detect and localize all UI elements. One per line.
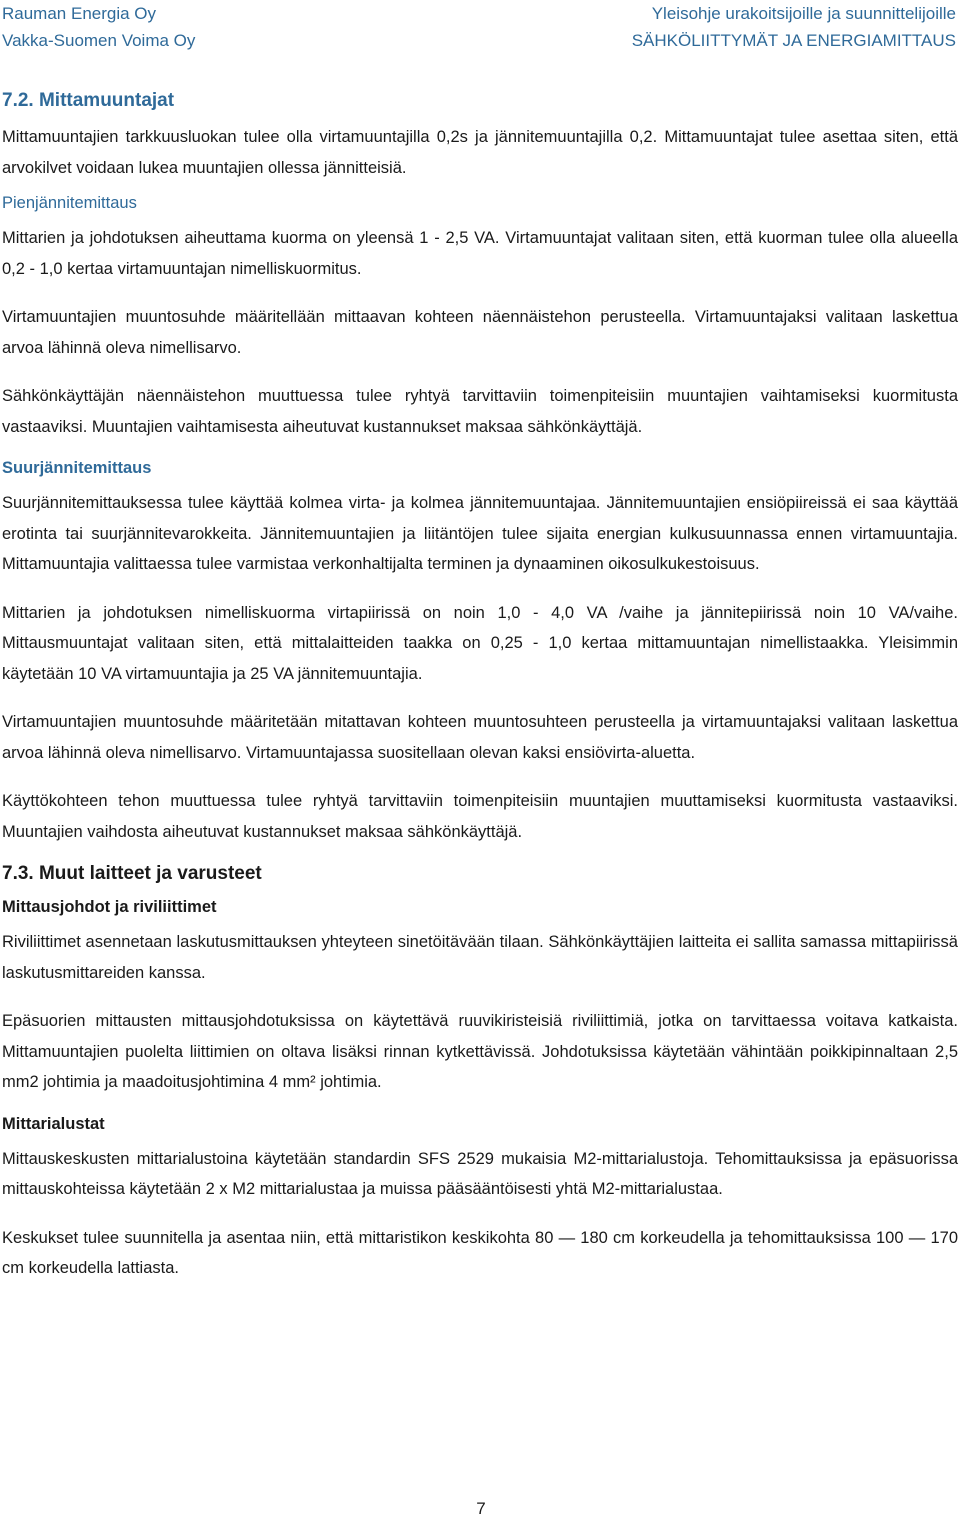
low-voltage-paragraph-2: Virtamuuntajien muuntosuhde määritellään mittaavan kohteen näennäistehon perusteella. Virtamuuntajaksi valitaan laskettua arvoa lähinnä oleva nimellisarvo. — [2, 308, 958, 357]
high-voltage-paragraph-2: Mittarien ja johdotuksen nimelliskuorma virtapiirissä on noin 1,0 - 4,0 VA /vaihe ja jännitepiirissä noin 10 VA/vaihe. Mittausmuuntajat valitaan siten, että mittalaitteiden taakka on 0,25 - 1,0 kertaa mittamuuntajan nimellistaakka. Yleisimmin käytetään 10 VA virtamuuntajia ja 25 VA jännitemuuntajia. — [2, 603, 958, 683]
low-voltage-paragraph-3: Sähkönkäyttäjän näennäistehon muuttuessa tulee ryhtyä tarvittaviin toimenpiteisiin muuntajien vaihtamiseksi kuormitusta vastaaviksi. Muuntajien vaihtamisesta aiheutuvat kustannukset maksaa sähkönkäyttäjä. — [2, 387, 958, 436]
meter-bases-heading: Mittarialustat — [2, 1114, 105, 1133]
section-7-2-heading: 7.2. Mittamuuntajat — [2, 90, 175, 111]
header-document-title — [632, 0, 956, 54]
section-7-2-intro: Mittamuuntajien tarkkuusluokan tulee olla virtamuuntajilla 0,2s ja jännitemuuntajilla 0,2. Mittamuuntajat tulee asettaa siten, että arvokilvet voidaan lukea muuntajien ollessa jännitteisiä. — [2, 128, 958, 177]
header-company-1: Rauman Energia Oy — [2, 4, 157, 23]
header-doc-title-1: Yleisohje urakoitsijoille ja suunnittelijoille — [651, 4, 956, 23]
page-number: 7 — [476, 1499, 486, 1518]
wiring-paragraph-2: Epäsuorien mittausten mittausjohdotuksissa on käytettävä ruuvikiristeisiä riviliittimiä, jotka on tarvittaessa voitava katkaista. Mittamuuntajien puolelta liittimien on oltava lisäksi rinnan kytkettävissä. Johdotuksissa käytetään vähintään poikkipinnaltaan 2,5 mm2 johtimia ja maadoitusjohtimina 4 mm² johtimia. — [2, 1012, 958, 1091]
meter-bases-paragraph-2: Keskukset tulee suunnitella ja asentaa niin, että mittaristikon keskikohta 80 — 180 cm korkeudella ja tehomittauksissa 100 — 170 cm korkeudella lattiasta. — [2, 1228, 958, 1277]
header-doc-title-2: SÄHKÖLIITTYMÄT JA ENERGIAMITTAUS — [631, 31, 956, 50]
low-voltage-paragraph-1: Mittarien ja johdotuksen aiheuttama kuorma on yleensä 1 - 2,5 VA. Virtamuuntajat valitaan siten, että kuorman tulee olla alueella 0,2 - 1,0 kertaa virtamuuntajan nimelliskuormitus. — [2, 229, 958, 278]
header-organization — [2, 0, 195, 54]
section-7-3-heading: 7.3. Muut laitteet ja varusteet — [2, 863, 262, 884]
header-company-2: Vakka-Suomen Voima Oy — [2, 31, 196, 50]
document-body — [2, 88, 958, 1284]
high-voltage-heading: Suurjännitemittaus — [2, 459, 152, 477]
wiring-paragraph-1: Riviliittimet asennetaan laskutusmittauksen yhteyteen sinetöitävään tilaan. Sähkönkäyttäjien laitteita ei sallita samassa mittapiirissä laskutusmittareiden kanssa. — [2, 933, 958, 982]
high-voltage-paragraph-3: Virtamuuntajien muuntosuhde määritetään mitattavan kohteen muuntosuhteen perusteella ja virtamuuntajaksi valitaan laskettua arvoa lähinnä oleva nimellisarvo. Virtamuuntajassa suositellaan olevan kaksi ensiövirta-aluetta. — [2, 713, 958, 762]
low-voltage-heading: Pienjännitemittaus — [2, 194, 137, 212]
wiring-terminals-heading: Mittausjohdot ja riviliittimet — [2, 898, 217, 916]
high-voltage-paragraph-1: Suurjännitemittauksessa tulee käyttää kolmea virta- ja kolmea jännitemuuntajaa. Jännitemuuntajien ensiöpiireissä ei saa käyttää erotinta tai suurjännitevarokkeita. Jännitemuuntajien ja liitäntöjen tulee sijaita energian kulkusuunnassa ennen virtamuuntajia. Mittamuuntajia valittaessa tulee varmistaa verkonhaltijalta terminen ja dynaaminen oikosulkukestoisuus. — [2, 494, 958, 573]
meter-bases-paragraph-1: Mittauskeskusten mittarialustoina käytetään standardin SFS 2529 mukaisia M2-mittarialustoja. Tehomittauksissa ja epäsuorissa mittauskohteissa käytetään 2 x M2 mittarialustaa ja muissa pääsääntöisesti yhtä M2-mittarialustaa. — [2, 1149, 958, 1198]
high-voltage-paragraph-4: Käyttökohteen tehon muuttuessa tulee ryhtyä tarvittaviin toimenpiteisiin muuntajien muuttamiseksi kuormitusta vastaaviksi. Muuntajien vaihdosta aiheutuvat kustannukset maksaa sähkönkäyttäjä. — [2, 792, 958, 841]
